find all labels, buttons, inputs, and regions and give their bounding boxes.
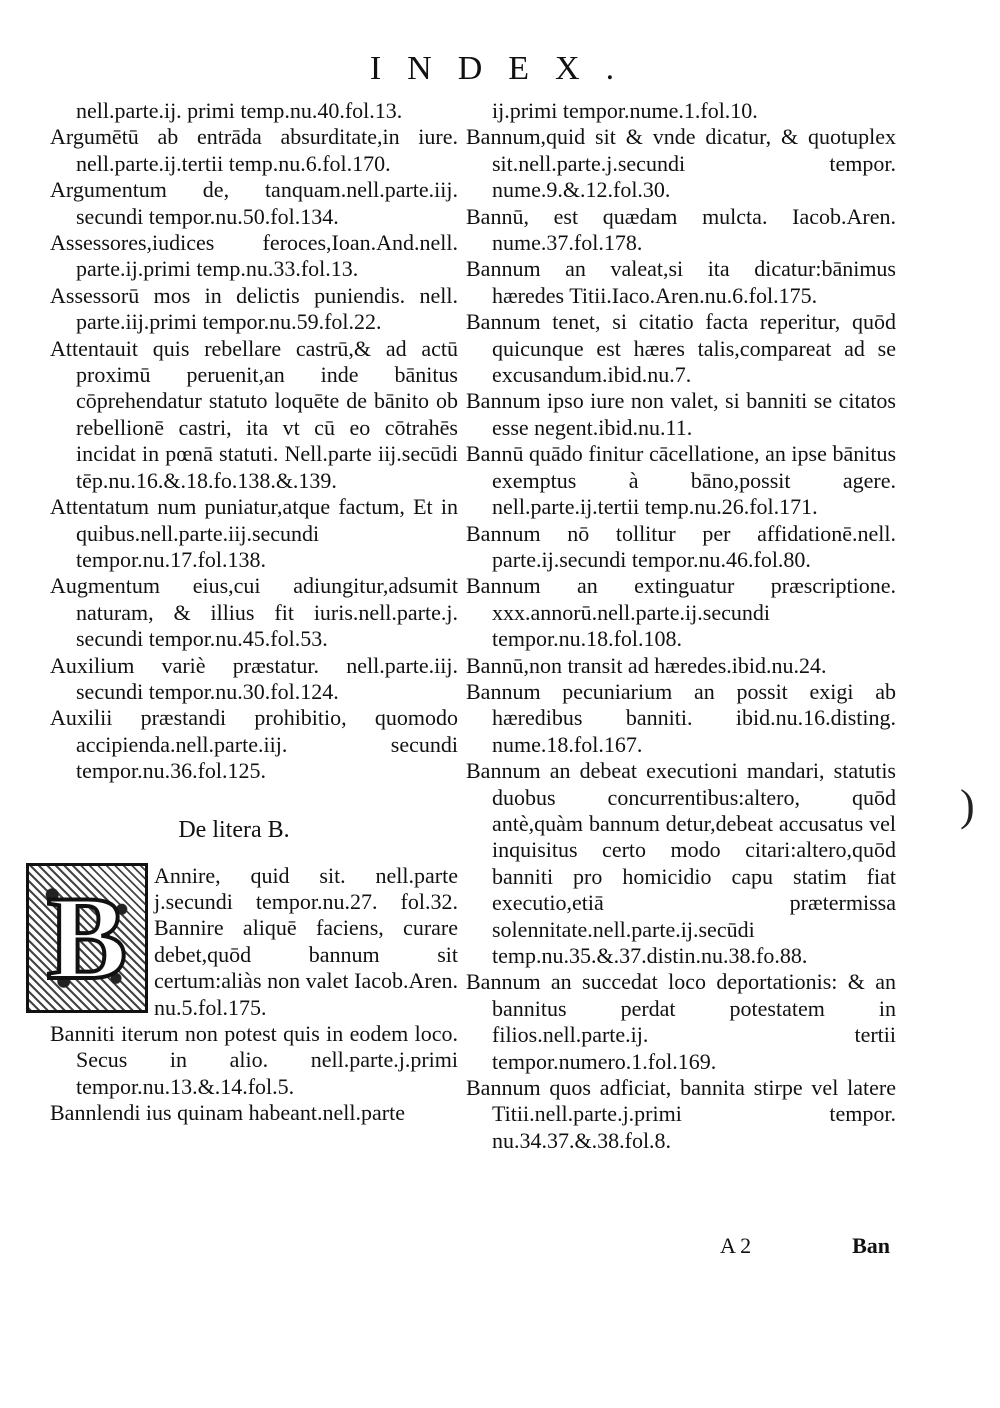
index-entry: Bannum ipso iure non valet, si banniti se citatos esse negent.ibid.nu.11.: [466, 388, 896, 440]
dropcap-entry: [46, 862, 458, 1021]
page-title: INDEX.: [369, 50, 641, 87]
left-column: [46, 98, 458, 1127]
index-entry: Bannum nō tollitur per affidationē.nell. parte.ij.secundi tempor.nu.46.fol.80.: [466, 520, 896, 572]
index-entry: Auxilium variè præstatur. nell.parte.iij. secundi tempor.nu.30.fol.124.: [50, 652, 458, 704]
catchword: Ban: [852, 1233, 890, 1258]
margin-bracket: ): [960, 781, 975, 830]
index-entry: Bannum quos adficiat, bannita stirpe vel latere Titii.nell.parte.j.primi tempor. nu.34.37.&.38.fol.8.: [466, 1075, 896, 1153]
index-entry: Attentauit quis rebellare castrū,& ad actū proximū peruenit,an inde bānitus cōprehendatur statuto loquēte de bānito ob rebellionē castri, ita vt cū eo cōtrahēs incidat in pœnā statuti. Nell.parte iij.secūdi tēp.nu.16.&.18.fo.138.&.139.: [50, 335, 458, 493]
index-entry: Banniti iterum non potest quis in eodem loco. Secus in alio. nell.parte.j.primi tempor.nu.13.&.14.fol.5.: [50, 1021, 458, 1099]
section-heading: De litera B.: [178, 816, 290, 843]
index-entry: Bannum tenet, si citatio facta reperitur, quōd quicunque est hæres talis,compareat ad se excusandum.ibid.nu.7.: [466, 309, 896, 388]
index-entry: Bannum an debeat executioni mandari, statutis duobus concurrentibus:altero, quōd antè,quàm bannum detur,debeat accusatus vel inquisitus certo modo citari:altero,quōd banniti pro homicidio capu statim fiat executio,etiā prætermissa solennitate.nell.parte.ij.secūdi temp.nu.35.&.37.distin.nu.38.fo.88.: [466, 758, 896, 968]
index-entry: Assessorū mos in delictis puniendis. nell. parte.iij.primi tempor.nu.59.fol.22.: [50, 282, 458, 335]
index-entry: Bannū quādo finitur cācellatione, an ipse bānitus exemptus à bāno,possit agere. nell.parte.ij.tertii temp.nu.26.fol.171.: [466, 441, 896, 520]
index-entry: Bannū,non transit ad hæredes.ibid.nu.24.: [466, 652, 827, 678]
index-entry: Bannū, est quædam mulcta. Iacob.Aren. nume.37.fol.178.: [466, 203, 896, 256]
index-entry: Bannum an succedat loco deportationis: & an bannitus perdat potestatem in filios.nell.parte.ij. tertii tempor.numero.1.fol.169.: [466, 969, 896, 1074]
index-entry: Assessores,iudices feroces,Ioan.And.nell. parte.ij.primi temp.nu.33.fol.13.: [50, 230, 458, 282]
dropcap-initial: [26, 863, 148, 1013]
index-entry: ij.primi tempor.nume.1.fol.10.: [492, 98, 758, 123]
index-entry: Bannum pecuniarium an possit exigi ab hæredibus banniti. ibid.nu.16.disting. nume.18.fol.167.: [466, 678, 896, 757]
index-entry: Augmentum eius,cui adiungitur,adsumit naturam, & illius fit iuris.nell.parte.j. secundi tempor.nu.45.fol.53.: [50, 573, 458, 652]
left-entries-before: [50, 98, 458, 785]
index-entry: Bannum an valeat,si ita dicatur:bānimus hæredes Titii.Iaco.Aren.nu.6.fol.175.: [466, 256, 896, 308]
index-entry: Auxilii præstandi prohibitio, quomodo accipienda.nell.parte.iij. secundi tempor.nu.36.fol.125.: [50, 705, 458, 784]
right-entries: [466, 98, 896, 1154]
index-entry: nell.parte.ij. primi temp.nu.40.fol.13.: [76, 98, 403, 123]
left-entries-after: [50, 1021, 458, 1127]
dropcap-letter: B: [46, 870, 128, 1004]
dropcap-entry-text: Annire, quid sit. nell.parte j.secundi tempor.nu.27. fol.32. Bannire aliquē faciens, curare debet,quōd bannum sit certum:aliàs non valet Iacob.Aren. nu.5.fol.175.: [154, 862, 458, 1020]
signature-mark: A 2: [720, 1233, 752, 1258]
index-entry: Argumentum de, tanquam.nell.parte.iij. secundi tempor.nu.50.fol.134.: [50, 177, 458, 229]
index-entry: Argumētū ab entrāda absurditate,in iure. nell.parte.ij.tertii temp.nu.6.fol.170.: [50, 124, 458, 176]
index-entry: Bannum an extinguatur præscriptione. xxx.annorū.nell.parte.ij.secundi tempor.nu.18.fol.108.: [466, 573, 896, 652]
right-column: [466, 98, 896, 1154]
index-entry: Attentatum num puniatur,atque factum, Et in quibus.nell.parte.iij.secundi tempor.nu.17.fol.138.: [50, 494, 458, 572]
index-entry: Bannlendi ius quinam habeant.nell.parte: [50, 1100, 405, 1126]
index-entry: Bannum,quid sit & vnde dicatur, & quotuplex sit.nell.parte.j.secundi tempor. nume.9.&.12.fol.30.: [466, 124, 896, 203]
